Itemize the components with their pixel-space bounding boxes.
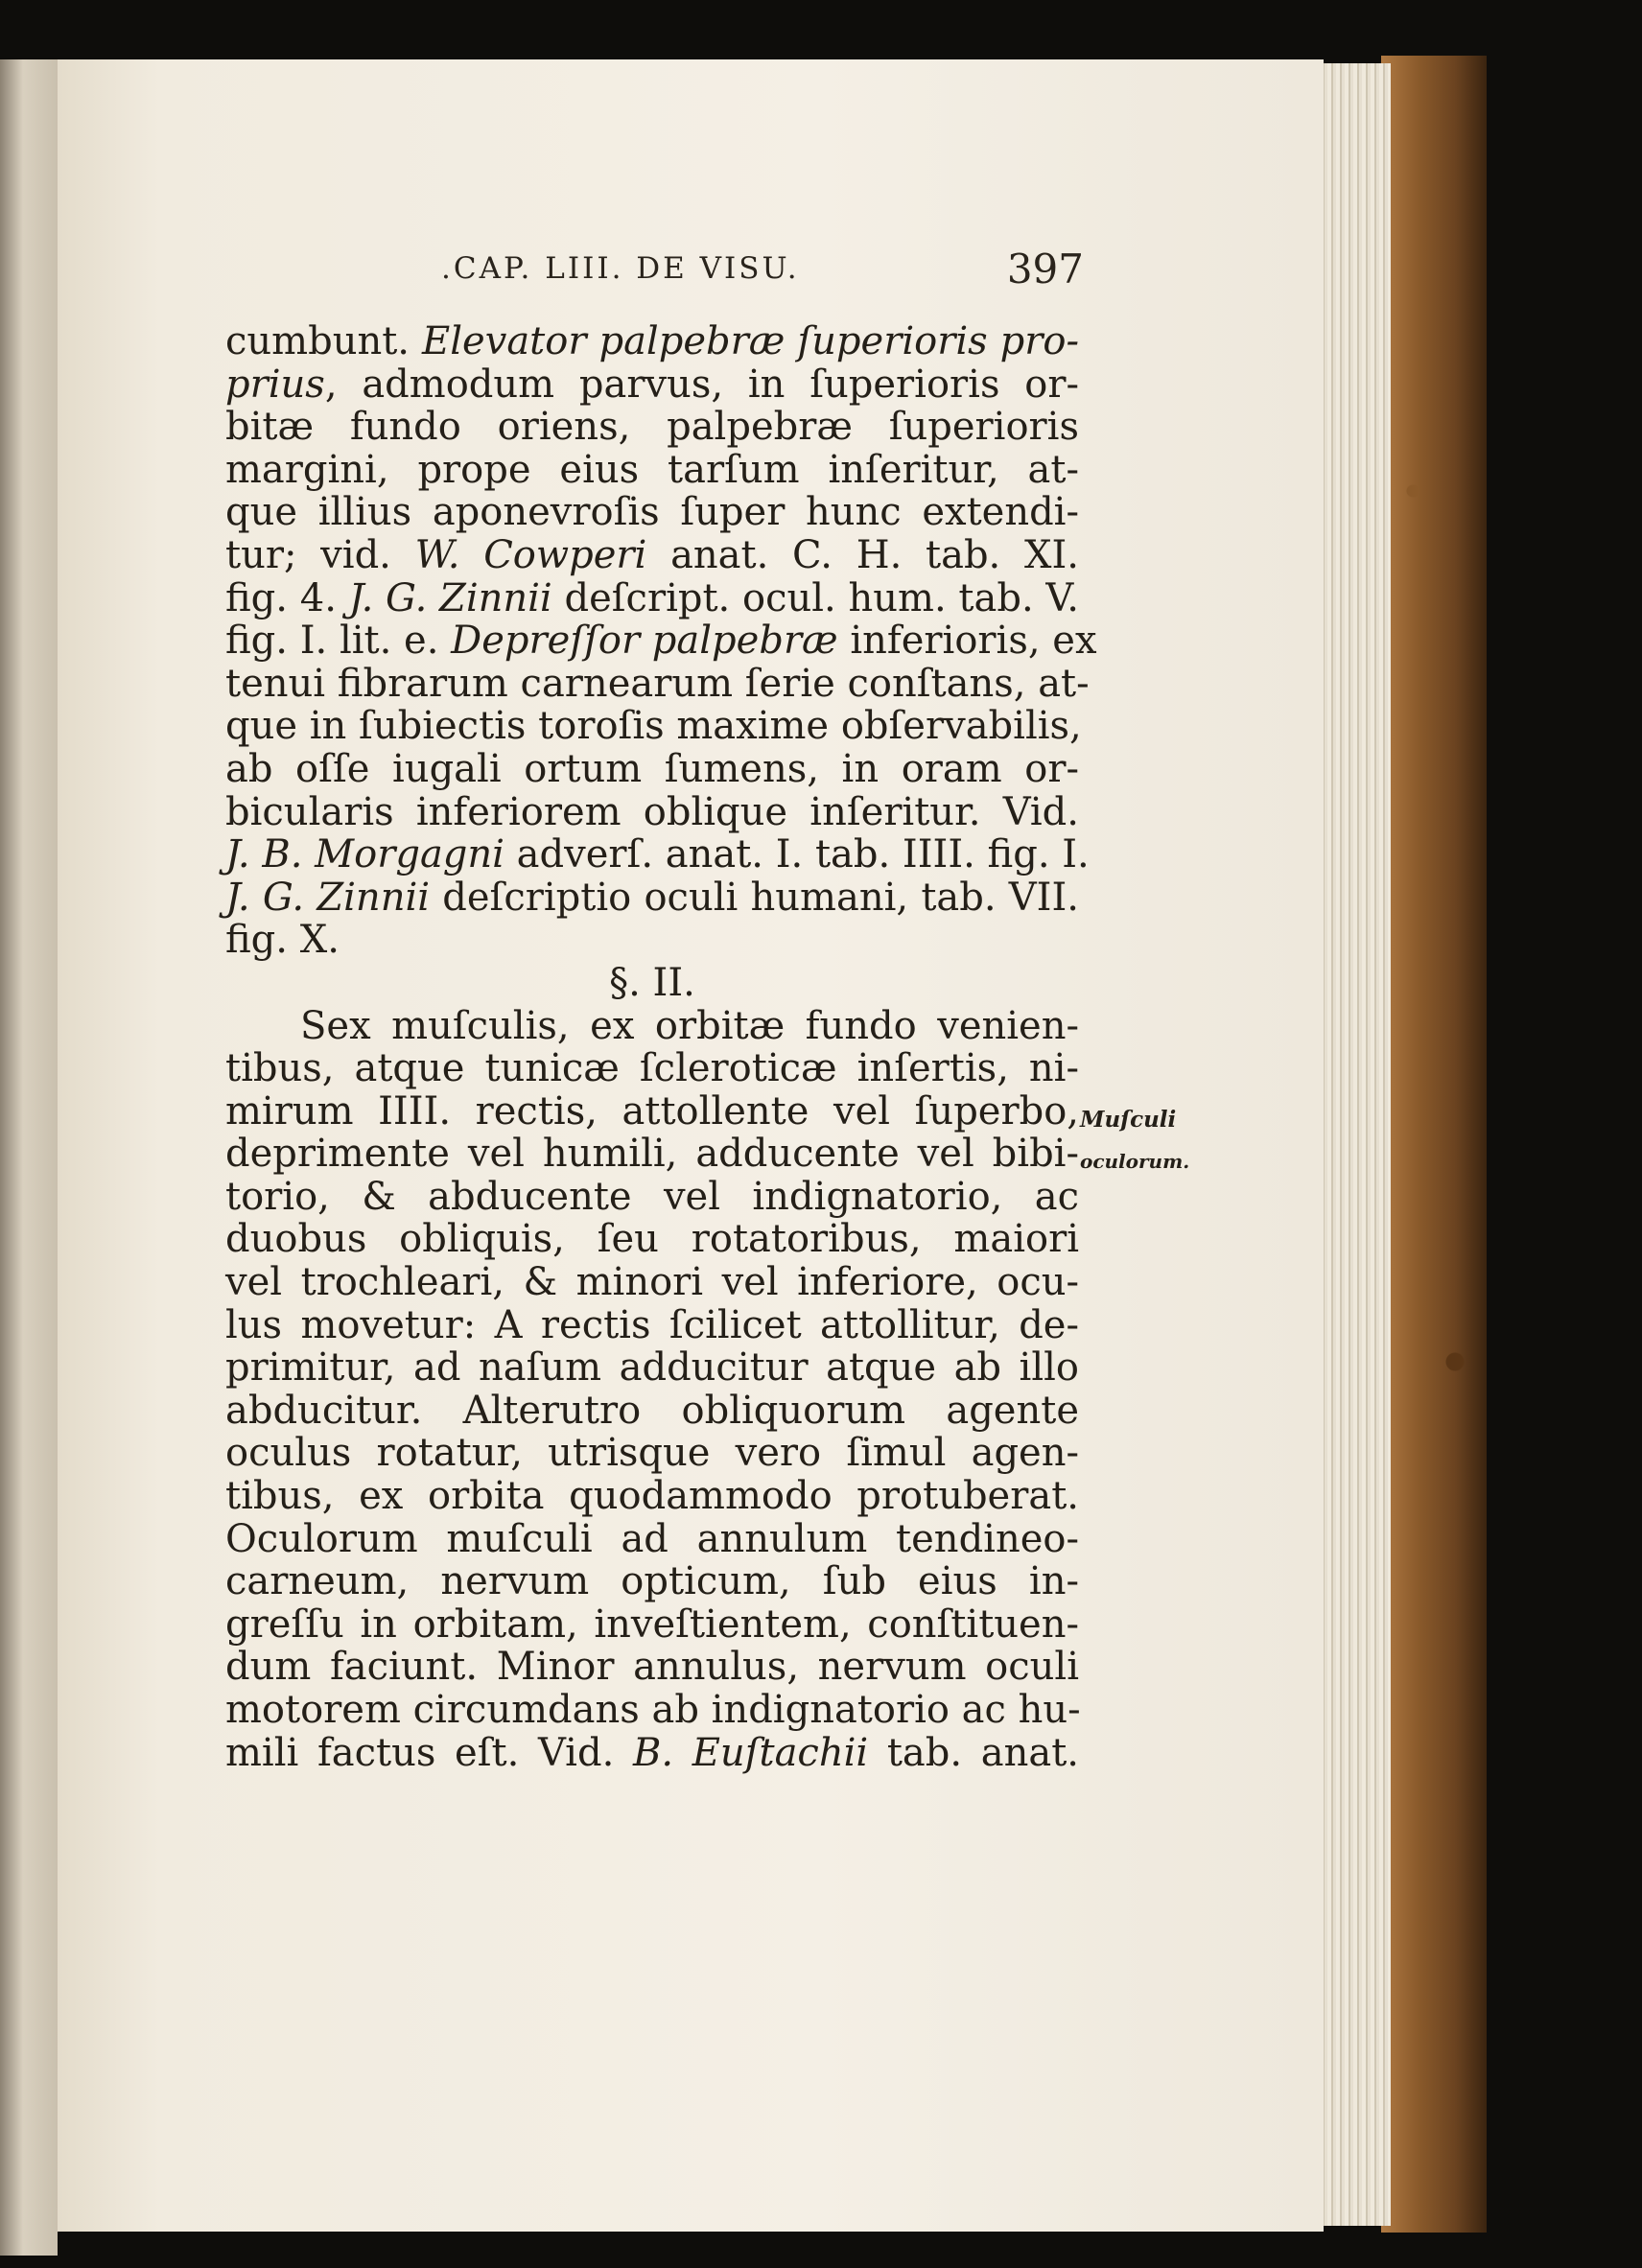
- page-edges: [1319, 63, 1391, 2226]
- text-segment: duobus obliquis, ſeu rotatoribus, maiori: [225, 1217, 1079, 1262]
- text-segment: deſcript. ocul. hum. tab. V.: [551, 575, 1080, 620]
- text-line: [225, 877, 1079, 920]
- text-line: [225, 1475, 1079, 1518]
- text-segment: anat. C. H. tab. XI.: [646, 532, 1080, 577]
- page-number: 397: [1006, 246, 1084, 292]
- text-segment: §. II.: [609, 960, 695, 1005]
- text-segment: que illius aponevroſis ſuper hunc extendi-: [225, 490, 1079, 535]
- text-line: [225, 619, 1097, 664]
- text-line: [225, 577, 1079, 620]
- running-title: .CAP. LIII. DE VISU.: [441, 251, 800, 286]
- book-cover: [1381, 56, 1487, 2233]
- text-line: [225, 1603, 1079, 1647]
- text-line: [225, 1560, 1079, 1603]
- text-segment: carneum, nervum opticum, ſub eius in-: [225, 1559, 1079, 1604]
- text-line: [225, 748, 1079, 791]
- text-line: [225, 661, 1090, 706]
- text-segment: fig. I. lit. e.: [225, 619, 452, 664]
- italic-segment: J. G. Zinnii: [348, 575, 552, 620]
- book-page: [58, 59, 1324, 2232]
- text-line: [225, 1689, 1079, 1732]
- text-line: [225, 1732, 1079, 1775]
- text-segment: bitæ fundo oriens, palpebræ ſuperioris: [225, 405, 1079, 450]
- text-line: [225, 320, 1079, 363]
- text-segment: que in ſubiectis toroſis maxime obſervabilis,: [225, 704, 1082, 749]
- text-line: [225, 406, 1079, 449]
- italic-segment: W. Cowperi: [414, 532, 647, 577]
- text-segment: greſſu in orbitam, inveſtientem, conſtituen-: [225, 1602, 1079, 1647]
- text-line: [225, 363, 1079, 407]
- text-segment: abducitur. Alterutro obliquorum agente: [225, 1388, 1079, 1433]
- text-line: [225, 1261, 1079, 1304]
- text-segment: inferioris, ex: [837, 619, 1097, 664]
- text-segment: ab oſſe iugali ortum ſumens, in oram or-: [225, 746, 1079, 791]
- text-segment: deſcriptio oculi humani, tab. VII.: [430, 875, 1079, 920]
- text-segment: cumbunt.: [225, 319, 410, 363]
- text-line: [225, 1133, 1079, 1176]
- text-line: [225, 919, 1079, 962]
- italic-segment: Depreſſor palpebræ: [451, 619, 838, 664]
- text-segment: margini, prope eius tarſum inſeritur, at-: [225, 447, 1079, 492]
- facing-page-edge: [0, 59, 58, 2256]
- text-segment: tibus, atque tunicæ ſcleroticæ inſertis, ni-: [225, 1046, 1079, 1091]
- text-segment: dum faciunt. Minor annulus, nervum oculi: [225, 1645, 1079, 1690]
- text-segment: oculus rotatur, utrisque vero ſimul agen-: [225, 1431, 1079, 1476]
- italic-segment: Elevator palpebræ ſuperioris pro-: [410, 319, 1079, 363]
- text-line: [225, 1304, 1079, 1347]
- text-line: [225, 1047, 1079, 1090]
- text-line: [225, 1432, 1079, 1475]
- text-line: [225, 449, 1079, 492]
- text-line: [225, 1346, 1079, 1390]
- text-line: [225, 491, 1079, 534]
- running-head: [441, 246, 1084, 299]
- margin-note: oculorum.: [1080, 1150, 1190, 1173]
- text-segment: Sex muſculis, ex orbitæ fundo venien-: [300, 1003, 1079, 1048]
- text-line: [225, 704, 1082, 749]
- text-segment: , admodum parvus, in ſuperioris or-: [324, 362, 1079, 407]
- text-segment: adverſ. anat. I. tab. IIII. fig. I.: [504, 832, 1090, 877]
- text-line: [225, 1646, 1079, 1689]
- text-segment: deprimente vel humili, adducente vel bibi-: [225, 1132, 1079, 1177]
- section-heading: [225, 962, 1079, 1005]
- text-segment: mili factus eſt. Vid.: [225, 1730, 633, 1775]
- text-line: [225, 1218, 1079, 1261]
- italic-segment: B. Euſtachii: [632, 1730, 869, 1775]
- text-segment: lus movetur: A rectis ſcilicet attollitur, de-: [225, 1302, 1079, 1347]
- text-segment: tibus, ex orbita quodammodo protuberat.: [225, 1474, 1079, 1519]
- text-line: [225, 1176, 1079, 1219]
- text-segment: torio, & abducente vel indignatorio, ac: [225, 1174, 1079, 1219]
- text-segment: fig. X.: [225, 918, 340, 963]
- italic-segment: prius: [225, 362, 325, 407]
- text-segment: tur; vid.: [225, 532, 415, 577]
- text-segment: Oculorum muſculi ad annulum tendineo-: [225, 1516, 1079, 1561]
- text-segment: primitur, ad naſum adducitur atque ab illo: [225, 1345, 1079, 1391]
- text-line: [225, 1090, 1079, 1134]
- italic-segment: J. B. Morgagni: [225, 832, 504, 877]
- text-segment: fig. 4.: [225, 575, 349, 620]
- text-line: [225, 1518, 1079, 1561]
- text-segment: tab. anat.: [868, 1730, 1079, 1775]
- margin-note: Muſculi: [1080, 1107, 1177, 1133]
- text-segment: vel trochleari, & minori vel inferiore, ocu-: [225, 1260, 1079, 1305]
- text-segment: mirum IIII. rectis, attollente vel ſuperbo,: [225, 1088, 1079, 1134]
- text-line: [225, 1005, 1079, 1048]
- text-segment: tenui fibrarum carnearum ſerie conſtans, at-: [225, 661, 1090, 706]
- text-line: [225, 791, 1079, 834]
- text-segment: motorem circumdans ab indignatorio ac hu-: [225, 1688, 1081, 1732]
- text-line: [225, 832, 1090, 877]
- italic-segment: J. G. Zinnii: [225, 875, 431, 920]
- text-line: [225, 1390, 1079, 1433]
- text-segment: bicularis inferiorem oblique inſeritur. Vid.: [225, 789, 1079, 834]
- text-line: [225, 534, 1079, 577]
- body-text: [225, 319, 1097, 1775]
